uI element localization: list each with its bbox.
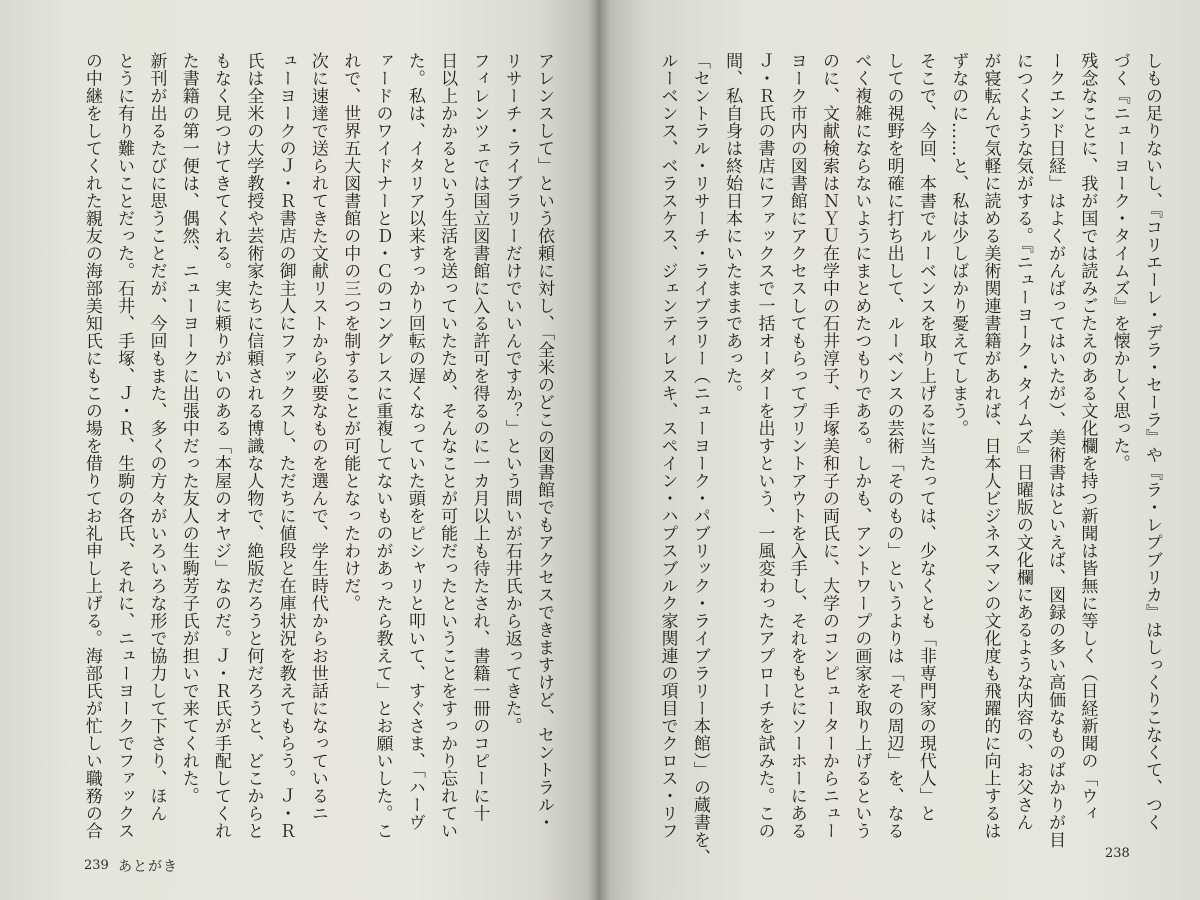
text-line: とうに有り難いことだった。石井、手塚、Ｊ・Ｒ、生駒の各氏、それに、ニューヨークでファックス	[114, 52, 135, 840]
text-line: Ｊ・Ｒ氏の書店にファックスで一括オーダーを出すという、一風変わったアプローチを試みた。この	[754, 52, 775, 840]
text-line: のに、文献検索はＮＹＵ在学中の石井淳子、手塚美和子の両氏に、大学のコンピューターからニュー	[819, 52, 840, 840]
text-line: 残念なことに、我が国では読みごたえのある文化欄を持つ新聞は皆無に等しく（日経新聞の「ウィ	[1077, 52, 1098, 822]
text-line: れで、世界五大図書館の中の三つを制することが可能となったわけだ。	[340, 52, 361, 612]
running-title: あとがき	[118, 859, 178, 875]
text-line: 新刊が出るたびに思うことだが、今回もまた、多くの方々がいろいろな形で協力して下さり、ほん	[146, 52, 167, 822]
text-line: もなく見つけてきてくれる。実に頼りがいのある「本屋のオヤジ」なのだ。Ｊ・Ｒ氏が手配してくれ	[211, 52, 232, 840]
text-line: ずなのに……と、私は少しばかり憂えてしまう。	[948, 52, 969, 437]
text-line: フィレンツェでは国立図書館に入る許可を得るのに一カ月以上も待たされ、書籍一冊のコピーに十	[469, 52, 490, 822]
text-line: 間、私自身は終始日本にいたままであった。	[722, 52, 743, 402]
text-line: しての視野を明確に打ち出して、ルーベンスの芸術「そのもの」というよりは「その周辺」を、なる	[883, 52, 904, 840]
text-line: 氏は全米の大学教授や芸術家たちに信頼される博識な人物で、絶版だろうと何だろうと、どこからと	[243, 52, 264, 840]
text-line: 日以上かかるという生活を送っていたため、そんなことが可能だったということをすっかり忘れてい	[437, 52, 458, 840]
left-page	[0, 0, 598, 900]
text-line: アレンスして」という依頼に対し、「全米のどこの図書館でもアクセスできますけど、セントラル・	[534, 52, 554, 831]
text-line: ァードのワイドナーとＤ・Ｃのコングレスに重複してないものがあったら教えて」とお願いした。こ	[372, 52, 393, 840]
text-line: ークエンド日経」はよくがんばってはいたが）、美術書はといえば、図録の多い高価なものばかりが目	[1045, 52, 1066, 849]
text-line: リサーチ・ライブラリーだけでいいんですか？」という問いが石井氏から返ってきた。	[501, 52, 522, 735]
text-line: ルーベンス、ベラスケス、ジェンティレスキ、スペイン・ハプスブルク家関連の項目でクロス・リフ	[657, 52, 678, 840]
text-line: た。私は、イタリア以来すっかり回転の遅くなっていた頭をピシャリと叩いて、すぐさま、「ハーヴ	[404, 52, 425, 831]
text-line: た書籍の第一便は、偶然、ニューヨークに出張中だった友人の生駒芳子氏が担いで来てくれた。	[178, 52, 199, 805]
text-line: が寝転んで気軽に読める美術関連書籍があれば、日本人ビジネスマンの文化度も飛躍的に向上するは	[980, 52, 1001, 840]
text-line: につくような気がする。『ニューヨーク・タイムズ』日曜版の文化欄にあるような内容の、お父さん	[1012, 52, 1033, 831]
text-line: そこで、今回、本書でルーベンスを取り上げるに当たっては、少なくとも「非専門家の現代人」と	[915, 52, 936, 822]
text-line: べく複雑にならないようにまとめたつもりである。しかも、アントワープの画家を取り上げるという	[851, 52, 872, 840]
left-page-text	[50, 52, 560, 840]
text-line: しもの足りないし、『コリエーレ・デラ・セーラ』や『ラ・レプブリカ』はしっくりこなくて、つく	[1142, 52, 1162, 831]
text-line: 次に速達で送られてきた文献リストから必要なものを選んで、学生時代からお世話になっているニ	[307, 52, 328, 822]
text-line: 「セントラル・リサーチ・ライブラリー（ニューヨーク・パブリック・ライブラリー本館）」の蔵書を、	[689, 52, 710, 866]
text-line: ヨーク市内の図書館にアクセスしてもらってプリントアウトを入手し、それをもとにソーホーにある	[786, 52, 807, 840]
text-line: ューヨークのＪ・Ｒ書店の御主人にファックスし、ただちに値段と在庫状況を教えてもらう。Ｊ・Ｒ	[275, 52, 296, 840]
page-number: 238	[1105, 846, 1130, 861]
page-number: 239	[84, 858, 109, 873]
text-line: の中継をしてくれた親友の海部美知氏にもこの場を借りてお礼申し上げる。海部氏が忙しい職務の合	[81, 52, 102, 840]
book-gutter	[588, 0, 610, 900]
text-line: づく『ニューヨーク・タイムズ』を懐かしく思った。	[1109, 52, 1130, 472]
right-page	[598, 0, 1200, 900]
